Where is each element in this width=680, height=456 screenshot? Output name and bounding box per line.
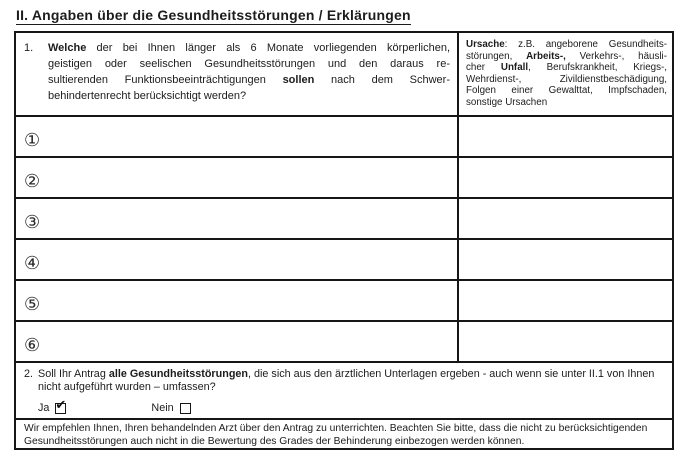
cause-input-field-6[interactable]	[457, 322, 672, 361]
cause-input-field-2[interactable]	[457, 158, 672, 197]
entry-row-3	[16, 197, 672, 238]
entry-row-1	[16, 115, 672, 156]
disorder-input-field-4[interactable]	[16, 240, 457, 279]
cause-info-cell: Ursache: z.B. angeborene Gesundheits- störungen, Arbeits-, Verkehrs-, häusli- cher Unfall, Berufskrankheit, Kriegs-, Wehrdienst-, Zivildienstbeschädigung, Folgen einer Gewalttat, Impfschaden, sonstige Ursachen	[457, 33, 672, 115]
circled-number-6-icon: ⑥	[24, 334, 41, 356]
question1-number: 1.	[24, 42, 34, 54]
section-title: II. Angaben über die Gesundheitsstörungen / Erklärungen	[16, 7, 411, 23]
cause-input-field-3[interactable]	[457, 199, 672, 238]
cause-input-field-5[interactable]	[457, 281, 672, 320]
circled-number-4-icon: ④	[24, 252, 41, 274]
no-checkbox[interactable]	[180, 403, 191, 414]
question2-section	[16, 361, 672, 418]
question2-number: 2.	[24, 367, 34, 380]
checkmark-icon: ✔	[55, 397, 67, 413]
question1-text: Welche der bei Ihnen länger als 6 Monate vorliegenden körperlichen, geistigen oder seelischen Gesundheitsstörungen und den daraus re- sultierenden Funktionsbeeinträchtigungen sollen nach dem Schwer- behindertenrecht berücksichtigt werden?	[48, 42, 450, 102]
circled-number-5-icon: ⑤	[24, 293, 41, 315]
header-row	[16, 33, 672, 115]
no-label: Nein	[151, 401, 174, 414]
question2-emphasis: alle Gesundheitsstörungen	[108, 367, 249, 380]
yes-label: Ja	[38, 401, 50, 414]
question1-emphasis-welche: Welche	[48, 42, 87, 54]
disorder-input-field-1[interactable]	[16, 117, 457, 156]
advisory-note: Wir empfehlen Ihnen, Ihren behandelnden Arzt über den Antrag zu unterrichten. Beachten Sie bitte, dass die nicht zu berücksichtigenden Gesundheitsstörungen auch nicht in die Bewertung des Grades der Behinderung einbezogen werden können.	[16, 418, 672, 448]
question1-cell	[16, 33, 457, 115]
question2-text: Soll Ihr Antrag alle Gesundheitsstörungen, die sich aus den ärztlichen Unterlagen ergeben - auch wenn sie unter II.1 von Ihnen nicht aufgeführt wurden – umfassen?	[38, 367, 655, 393]
disorder-input-field-2[interactable]	[16, 158, 457, 197]
entry-row-4	[16, 238, 672, 279]
circled-number-1-icon: ①	[24, 130, 41, 152]
health-disorders-table	[14, 31, 674, 450]
disorder-input-field-3[interactable]	[16, 199, 457, 238]
disorder-input-field-6[interactable]	[16, 322, 457, 361]
entry-row-6	[16, 320, 672, 361]
entry-row-2	[16, 156, 672, 197]
answers-row	[38, 397, 664, 416]
circled-number-3-icon: ③	[24, 211, 41, 233]
cause-input-field-4[interactable]	[457, 240, 672, 279]
circled-number-2-icon: ②	[24, 171, 41, 193]
question1-emphasis-sollen: sollen	[282, 74, 315, 86]
entry-row-5	[16, 279, 672, 320]
disorder-input-field-5[interactable]	[16, 281, 457, 320]
yes-checkbox[interactable]	[55, 397, 67, 414]
cause-input-field-1[interactable]	[457, 117, 672, 156]
cause-label: Ursache	[466, 39, 505, 50]
